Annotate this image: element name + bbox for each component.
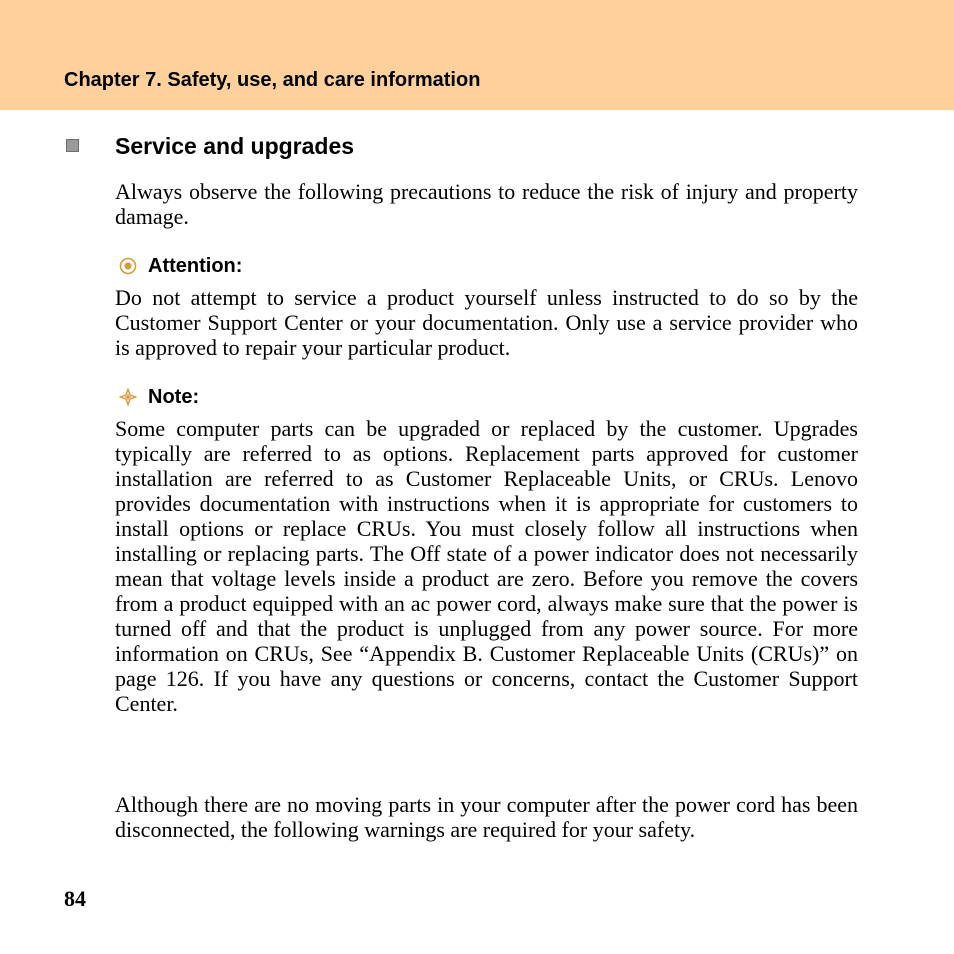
chapter-header-band xyxy=(0,0,954,110)
chapter-title: Chapter 7. Safety, use, and care information xyxy=(64,69,481,91)
attention-label: Attention: xyxy=(148,254,243,277)
attention-label-row xyxy=(118,254,242,278)
note-paragraph-2: Although there are no moving parts in your computer after the power cord has been disconnected, the following warnings are required for your safety. xyxy=(115,792,858,842)
intro-paragraph: Always observe the following precautions to reduce the risk of injury and property damage. xyxy=(115,179,858,229)
note-paragraph-1: Some computer parts can be upgraded or replaced by the customer. Upgrades typically are referred to as options. Replacement parts approved for customer installation are referred to as Customer Replaceable Units, or CRUs. Lenovo provides documentation with instructions when it is appropriate for customers to install options or replace CRUs. You must closely follow all instructions when installing or replacing parts. The Off state of a power indicator does not necessarily mean that voltage levels inside a product are zero. Before you remove the covers from a product equipped with an ac power cord, always make sure that the power is turned off and that the product is unplugged from any power source. For more information on CRUs, See “Appendix B. Customer Replaceable Units (CRUs)” on page 126. If you have any questions or concerns, contact the Customer Support Center. xyxy=(115,416,858,716)
section-heading: Service and upgrades xyxy=(115,133,355,159)
note-diamond-icon xyxy=(118,387,138,407)
page-number: 84 xyxy=(64,886,86,911)
note-label-row xyxy=(118,385,199,409)
square-bullet-icon xyxy=(66,139,79,152)
attention-paragraph: Do not attempt to service a product yourself unless instructed to do so by the Customer Support Center or your documentation. Only use a service provider who is approved to repair your particular product. xyxy=(115,285,858,360)
note-label: Note: xyxy=(148,385,200,408)
attention-target-icon xyxy=(118,256,138,276)
